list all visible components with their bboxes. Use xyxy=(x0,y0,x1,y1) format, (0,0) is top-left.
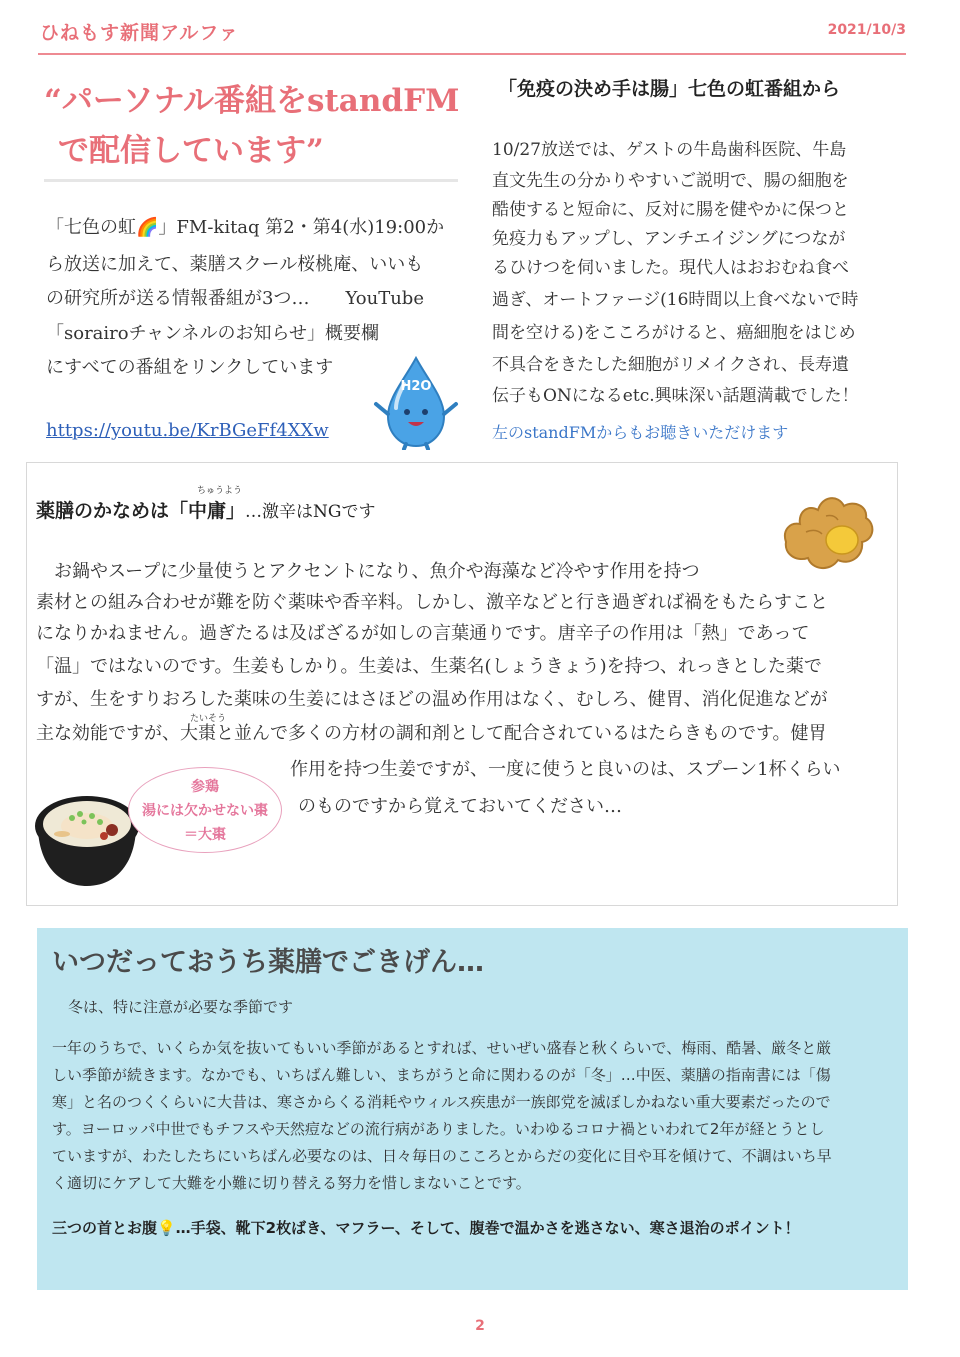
water-drop-mascot-icon xyxy=(368,354,464,450)
standfm-title-line1: “パーソナル番組をstandFM xyxy=(44,83,460,119)
yakuzen-body-line: 素材との組み合わせが難を防ぐ薬味や香辛料。しかし、激辛などと行き過ぎれば禍をもたらすこと xyxy=(36,592,828,613)
standfm-title-line2: で配信しています” xyxy=(58,133,324,169)
home-yakuzen-title: いつだっておうち薬膳でごきげん… xyxy=(52,947,484,978)
home-yakuzen-body-line: ていますが、わたしたちにいちばん必要なのは、日々毎日のこころとからだの変化に目や耳を傾けて、不調はいち早 xyxy=(52,1147,832,1165)
home-yakuzen-body-line: 寒」と名のつくくらいに大昔は、寒さからくる消耗やウィルス疾患が一族郎党を滅ぼしかねない重大要素だったので xyxy=(52,1093,831,1111)
mascot-label: H2O xyxy=(400,379,432,394)
home-yakuzen-body-line: す。ヨーロッパ中世でもチフスや天然痘などの流行病がありました。いわゆるコロナ禍といわれて2年が経とうとし xyxy=(52,1120,825,1138)
yakuzen-body-line: になりかねません。過ぎたるは及ばざるが如しの言葉通りです。唐辛子の作用は「熱」であって xyxy=(36,623,810,644)
standfm-body-line: ら放送に加えて、薬膳スクール桜桃庵、いいも xyxy=(46,254,424,275)
immunity-article-title: 「免疫の決め手は腸」七色の虹番組から xyxy=(498,78,841,100)
ginger-illustration-icon xyxy=(776,482,880,574)
yakuzen-body-line: お鍋やスープに少量使うとアクセントになり、魚介や海藻など冷やす作用を持つ xyxy=(36,561,700,582)
ruby-chuyo: ちゅうよう xyxy=(197,486,243,496)
immunity-body-line: 過ぎ、オートファージ(16時間以上食べないで時 xyxy=(492,290,859,310)
yakuzen-body-line: 作用を持つ生姜ですが、一度に使うと良いのは、スプーン1杯くらい xyxy=(290,759,841,780)
standfm-body-line: にすべての番組をリンクしています xyxy=(46,357,334,378)
immunity-body-line: 間を空ける)をこころがけると、癌細胞をはじめ xyxy=(492,323,856,343)
issue-date: 2021/10/3 xyxy=(827,22,906,38)
home-yakuzen-body-line: 一年のうちで、いくらか気を抜いてもいい季節があるとすれば、せいぜい盛春と秋くらいで、梅雨、酷暑、厳冬と厳 xyxy=(52,1039,832,1057)
newsletter-title: ひねもす新聞アルファ xyxy=(40,22,239,44)
jujube-callout xyxy=(128,767,282,853)
standfm-body-line: 「sorairoチャンネルのお知らせ」概要欄 xyxy=(46,323,379,344)
callout-line1: 参鶏 xyxy=(191,779,219,795)
yakuzen-body-line: のものですから覚えておいてください… xyxy=(298,796,622,817)
standfm-article-title xyxy=(44,76,464,176)
home-yakuzen-body-line: く適切にケアして大難を小難に切り替える努力を惜しまないことです。 xyxy=(52,1174,531,1192)
standfm-title-rule xyxy=(44,179,458,182)
header-divider xyxy=(38,53,906,55)
cold-prevention-point: 三つの首とお腹💡…手袋、靴下2枚ばき、マフラー、そして、腹巻で温かさを逃さない、寒さ退治のポイント！ xyxy=(52,1219,800,1237)
yakuzen-title xyxy=(36,496,375,523)
immunity-body-line: 酷使すると短命に、反対に腸を健やかに保つと xyxy=(492,200,849,220)
yakuzen-body-line: 主な効能ですが、大棗と並んで多くの方材の調和剤として配合されているはたらきものです。健胃 xyxy=(36,723,827,744)
immunity-body-line: るひけつを伺いました。現代人はおおむね食べ xyxy=(492,258,849,278)
callout-line2: 湯には欠かせない棗 xyxy=(142,803,268,819)
yakuzen-body-line: すが、生をすりおろした薬味の生姜にはさほどの温め作用はなく、むしろ、健胃、消化促進などが xyxy=(36,689,828,710)
yakuzen-title-rest: …激辛はNGです xyxy=(245,502,376,522)
samgyetang-pot-icon xyxy=(32,786,142,890)
youtube-link[interactable]: https://youtu.be/KrBGeFf4XXw xyxy=(46,420,329,441)
immunity-body-line: 直文先生の分かりやすいご説明で、腸の細胞を xyxy=(492,171,849,191)
home-yakuzen-body-line: しい季節が続きます。なかでも、いちばん難しい、まちがうと命に関わるのが「冬」…中医、薬膳の指南書には「傷 xyxy=(52,1066,831,1084)
immunity-body-line: 免疫力もアップし、アンチエイジングにつなが xyxy=(492,229,846,249)
page-number: 2 xyxy=(475,1318,485,1334)
standfm-listen-note: 左のstandFMからもお聴きいただけます xyxy=(492,423,789,442)
immunity-body-line: 伝子もONになるetc.興味深い話題満載でした！ xyxy=(492,386,859,406)
home-yakuzen-subtitle: 冬は、特に注意が必要な季節です xyxy=(68,998,294,1016)
yakuzen-title-main: 薬膳のかなめは「中庸」 xyxy=(36,500,246,522)
standfm-body-line: の研究所が送る情報番組が3つ… YouTube xyxy=(46,288,424,309)
immunity-body-line: 不具合をきたした細胞がリメイクされ、長寿遺 xyxy=(492,355,849,375)
immunity-body-line: 10/27放送では、ゲストの牛島歯科医院、牛島 xyxy=(492,140,847,160)
ruby-taiso: たいそう xyxy=(190,714,227,724)
yakuzen-body-line: 「温」ではないのです。生姜もしかり。生姜は、生薬名(しょうきょう)を持つ、れっきとした薬で xyxy=(36,656,822,677)
callout-line3: ＝大棗 xyxy=(184,827,226,843)
standfm-body-line: 「七色の虹🌈」FM-kitaq 第2・第4(水)19:00か xyxy=(46,217,445,238)
